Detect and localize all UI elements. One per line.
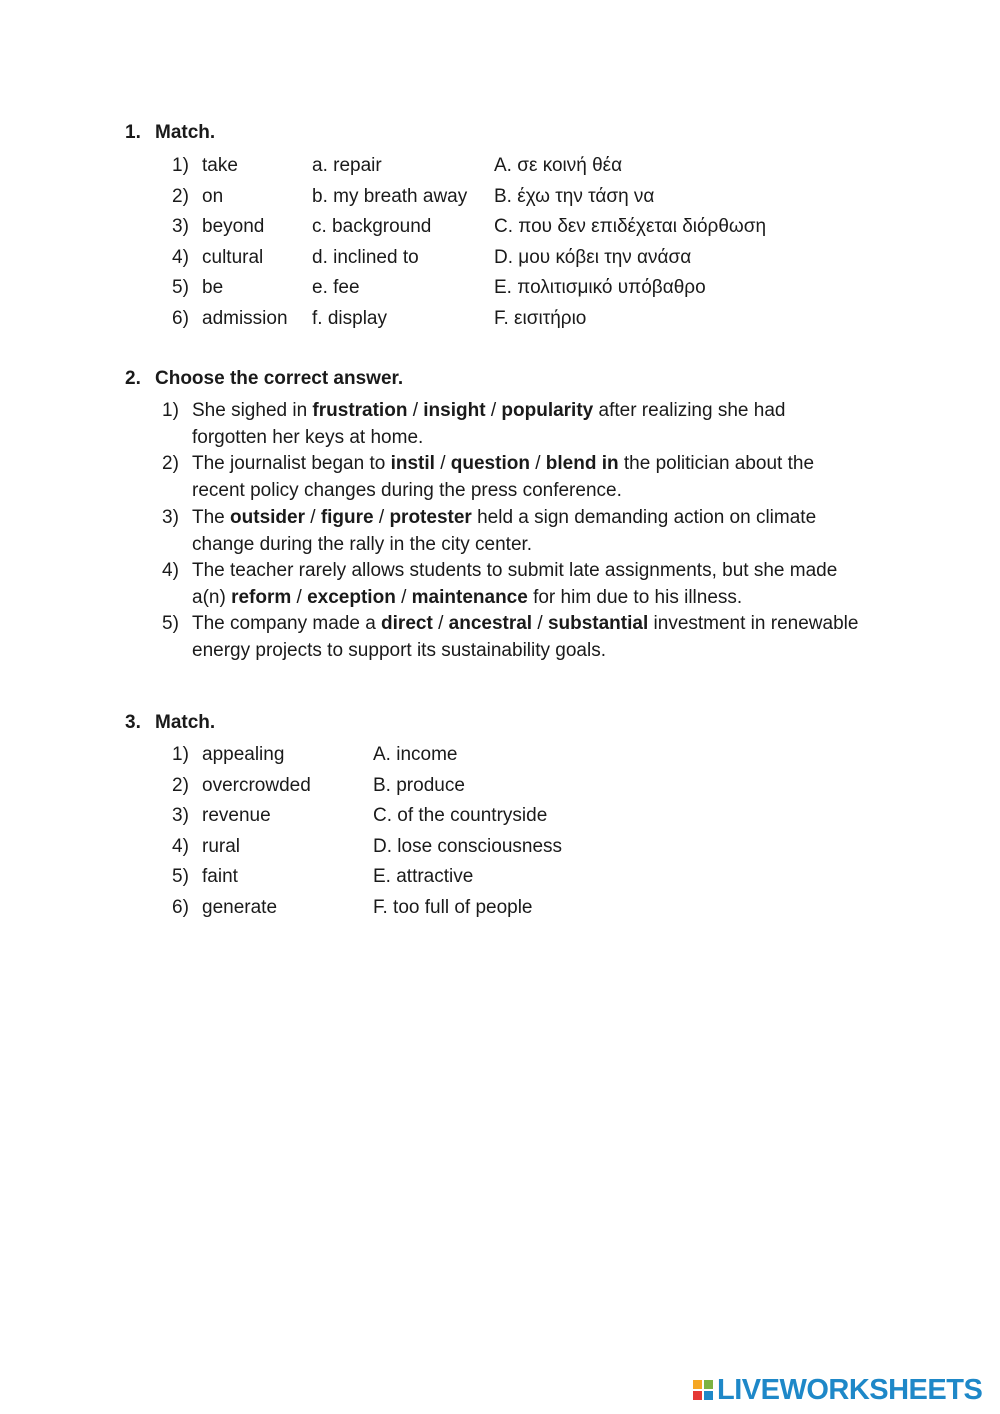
row-number: 6)	[172, 308, 189, 329]
match-row	[0, 275, 1000, 301]
question-text	[192, 505, 862, 558]
question-before: The	[192, 507, 231, 528]
section-2-number: 2.	[125, 368, 141, 389]
row-number: 3)	[172, 216, 189, 238]
match-definition: A. income	[373, 744, 458, 765]
question-number: 2)	[162, 453, 179, 474]
question-text	[192, 611, 862, 664]
match-word: faint	[202, 866, 238, 888]
row-number: 2)	[172, 185, 189, 207]
question-number: 4)	[162, 560, 179, 581]
match-word: rural	[202, 835, 241, 857]
answer-option: question	[450, 453, 530, 474]
row-number: 3)	[172, 805, 189, 827]
option-separator: /	[373, 507, 390, 528]
row-number: 5)	[172, 866, 189, 888]
answer-option: exception	[307, 586, 396, 608]
match-definition: C. of the countryside	[373, 805, 548, 827]
question-after: investment in renewable energy projects to support its sustainability goals.	[192, 613, 859, 661]
match-word: appealing	[202, 744, 285, 765]
question-before: She sighed in	[192, 400, 313, 421]
match-phrase: b. my breath away	[312, 185, 468, 207]
answer-option: reform	[231, 586, 292, 608]
question-item	[162, 558, 862, 611]
answer-option: popularity	[501, 400, 594, 421]
answer-option: outsider	[230, 507, 305, 528]
match-word: generate	[202, 897, 278, 918]
question-number: 1)	[162, 400, 179, 421]
question-item	[162, 398, 862, 451]
match-word: beyond	[202, 216, 265, 238]
option-separator: /	[407, 400, 424, 421]
option-separator: /	[529, 453, 546, 474]
row-number: 4)	[172, 246, 189, 268]
match-row	[0, 864, 1000, 890]
answer-option: ancestral	[448, 613, 533, 634]
match-row	[0, 742, 1000, 768]
section-2-title	[125, 368, 403, 390]
section-1-heading: Match.	[155, 122, 216, 143]
question-after: the politician about the recent policy changes during the press conference.	[192, 453, 815, 501]
question-before: The journalist began to	[192, 453, 391, 474]
section-2-heading: Choose the correct answer.	[155, 368, 404, 389]
answer-option: figure	[320, 507, 374, 528]
match-phrase: f. display	[312, 308, 387, 329]
logo-square-1	[693, 1380, 702, 1389]
match-row	[0, 184, 1000, 210]
row-number: 1)	[172, 155, 189, 176]
match-word: admission	[202, 308, 288, 329]
row-number: 1)	[172, 744, 189, 765]
section-3-heading: Match.	[155, 712, 216, 733]
match-row	[0, 895, 1000, 921]
answer-option: insight	[423, 400, 486, 421]
greek-translation: B. έχω την τάση να	[494, 185, 655, 207]
match-phrase: a. repair	[312, 155, 382, 176]
question-text	[192, 558, 862, 611]
answer-option: protester	[389, 507, 472, 528]
logo-square-4	[704, 1391, 713, 1400]
greek-translation: C. που δεν επιδέχεται διόρθωση	[494, 216, 767, 238]
question-after: for him due to his illness.	[527, 586, 743, 608]
match-row	[0, 803, 1000, 829]
match-row	[0, 245, 1000, 271]
question-before: The company made a	[192, 613, 382, 634]
match-row	[0, 153, 1000, 179]
answer-option: direct	[381, 613, 433, 634]
answer-option: frustration	[312, 400, 408, 421]
match-word: cultural	[202, 246, 264, 268]
option-separator: /	[304, 507, 321, 528]
question-after: after realizing she had forgotten her keys at home.	[192, 400, 786, 448]
match-row	[0, 306, 1000, 332]
option-separator: /	[291, 586, 308, 608]
row-number: 6)	[172, 897, 189, 918]
section-3-title	[125, 712, 215, 734]
option-separator: /	[395, 586, 412, 608]
match-word: revenue	[202, 805, 271, 827]
match-word: overcrowded	[202, 774, 311, 796]
section-1-title	[125, 122, 215, 144]
question-item	[162, 451, 862, 504]
greek-translation: E. πολιτισμικό υπόβαθρο	[494, 277, 706, 299]
logo-mark-icon	[693, 1380, 713, 1400]
option-separator: /	[485, 400, 502, 421]
match-phrase: e. fee	[312, 277, 360, 299]
row-number: 4)	[172, 835, 189, 857]
match-row	[0, 834, 1000, 860]
match-word: on	[202, 185, 224, 207]
answer-option: instil	[390, 453, 435, 474]
match-definition: F. too full of people	[373, 897, 533, 918]
question-number: 5)	[162, 613, 179, 634]
logo-square-2	[704, 1380, 713, 1389]
section-3-number: 3.	[125, 712, 141, 733]
match-definition: B. produce	[373, 774, 465, 796]
answer-option: maintenance	[411, 586, 528, 608]
question-after: held a sign demanding action on climate change during the rally in the city center.	[192, 507, 817, 555]
option-separator: /	[532, 613, 548, 634]
answer-option: blend in	[545, 453, 619, 474]
greek-translation: F. εισιτήριο	[494, 308, 587, 329]
match-row	[0, 773, 1000, 799]
question-text	[192, 398, 862, 451]
match-definition: D. lose consciousness	[373, 835, 563, 857]
match-word: be	[202, 277, 224, 299]
match-phrase: c. background	[312, 216, 432, 238]
option-separator: /	[432, 613, 449, 634]
match-word: take	[202, 155, 238, 176]
row-number: 2)	[172, 774, 189, 796]
row-number: 5)	[172, 277, 189, 299]
section-1-number: 1.	[125, 122, 141, 143]
greek-translation: A. σε κοινή θέα	[494, 155, 623, 176]
option-separator: /	[434, 453, 451, 474]
match-phrase: d. inclined to	[312, 246, 419, 268]
logo-text: LIVEWORKSHEETS	[717, 1373, 983, 1406]
liveworksheets-logo	[693, 1374, 982, 1406]
question-number: 3)	[162, 507, 179, 528]
logo-square-3	[693, 1391, 702, 1400]
match-row	[0, 214, 1000, 240]
question-item	[162, 611, 862, 664]
question-before: The teacher rarely allows students to submit late assignments, but she made a(n)	[192, 560, 838, 608]
question-item	[162, 505, 862, 558]
greek-translation: D. μου κόβει την ανάσα	[494, 246, 692, 268]
answer-option: substantial	[547, 613, 649, 634]
match-definition: E. attractive	[373, 866, 474, 888]
question-text	[192, 451, 862, 504]
